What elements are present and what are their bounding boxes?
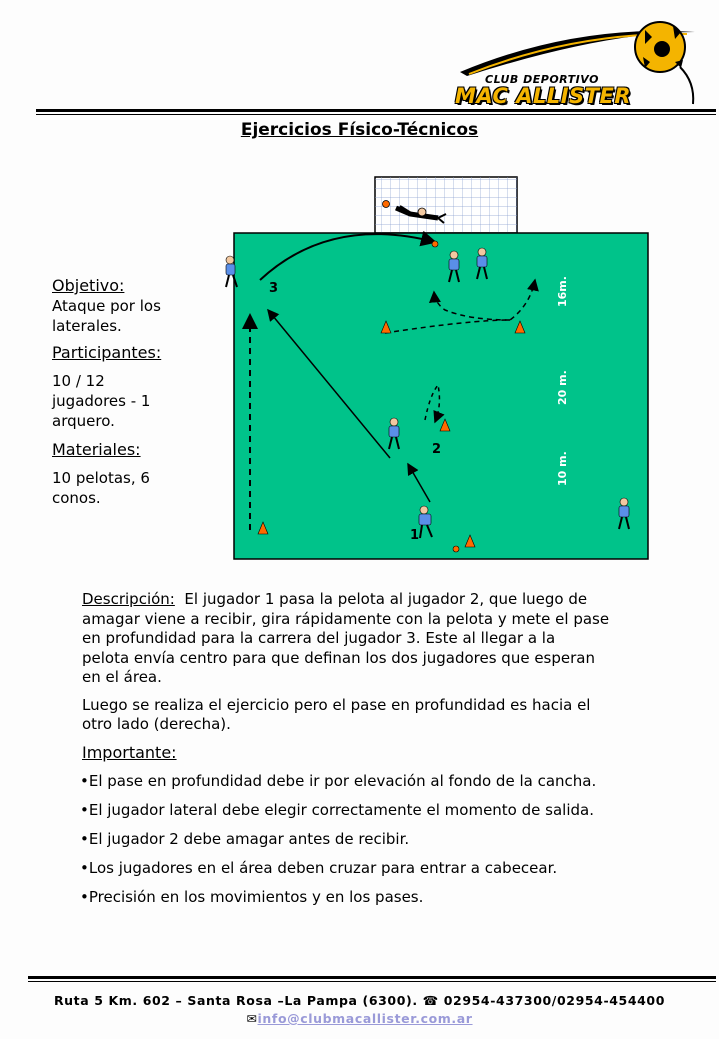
objective-line: laterales. <box>52 317 122 335</box>
footer-divider <box>28 976 716 982</box>
important-label: Importante: <box>82 742 177 762</box>
description-line: en profundidad para la carrera del jugador 3. Este al llegar a la <box>82 629 556 647</box>
player-2-label: 2 <box>432 442 442 457</box>
player-1-label: 1 <box>410 528 420 543</box>
page-title: Ejercicios Físico-Técnicos <box>240 120 479 140</box>
description-section <box>82 590 662 762</box>
objective-label: Objetivo: <box>52 276 125 295</box>
mail-icon: ✉ <box>246 1011 258 1026</box>
footer-contact <box>0 1011 719 1026</box>
description-line: pelota envía centro para que definan los dos jugadores que esperan <box>82 648 595 667</box>
objective-line: Ataque por los <box>52 297 161 315</box>
header-divider <box>36 109 716 115</box>
distance-label-16m: 16m. <box>556 276 569 307</box>
club-logo <box>455 12 705 107</box>
goal-net-mesh <box>375 177 517 233</box>
important-item: •El pase en profundidad debe ir por elevación al fondo de la cancha. <box>80 772 597 790</box>
description-line: en el área. <box>82 668 162 686</box>
email-link[interactable]: info@clubmacallister.com.ar <box>257 1011 473 1026</box>
important-item: •El jugador lateral debe elegir correctamente el momento de salida. <box>80 801 594 819</box>
important-item: •Precisión en los movimientos y en los pases. <box>80 888 424 906</box>
participants-line: arquero. <box>52 412 115 430</box>
distance-label-20m: 20 m. <box>556 370 569 405</box>
description-label: Descripción: <box>82 590 175 608</box>
description-paragraph-2-line: otro lado (derecha). <box>82 715 231 733</box>
description-line: El jugador 1 pasa la pelota al jugador 2, que luego de <box>184 590 588 608</box>
description-paragraph-2-line: Luego se realiza el ejercicio pero el pase en profundidad es hacia el <box>82 695 591 714</box>
participants-line: 10 / 12 <box>52 372 105 390</box>
logo-club-line: CLUB DEPORTIVO <box>485 73 599 86</box>
participants-label: Participantes: <box>52 343 162 362</box>
ball-icon <box>453 546 459 552</box>
ball-icon <box>432 241 438 247</box>
materials-label: Materiales: <box>52 440 141 459</box>
objective-section <box>52 276 161 336</box>
distance-label-10m: 10 m. <box>556 451 569 486</box>
field-diagram <box>210 170 660 565</box>
materials-line: conos. <box>52 489 101 507</box>
materials-section <box>52 440 150 508</box>
materials-line: 10 pelotas, 6 <box>52 469 150 487</box>
participants-section <box>52 343 161 431</box>
player-3-label: 3 <box>269 281 279 296</box>
description-line: amagar viene a recibir, gira rápidamente con la pelota y mete el pase <box>82 609 610 628</box>
footer-address: Ruta 5 Km. 602 – Santa Rosa –La Pampa (6300). ☎ 02954-437300/02954-454400 <box>53 993 666 1008</box>
participants-line: jugadores - 1 <box>52 392 151 410</box>
logo-club-name: MAC ALLISTER <box>455 84 632 108</box>
important-item: •Los jugadores en el área deben cruzar para entrar a cabecear. <box>80 859 558 877</box>
pitch <box>234 233 648 559</box>
important-item: •El jugador 2 debe amagar antes de recibir. <box>80 830 410 848</box>
